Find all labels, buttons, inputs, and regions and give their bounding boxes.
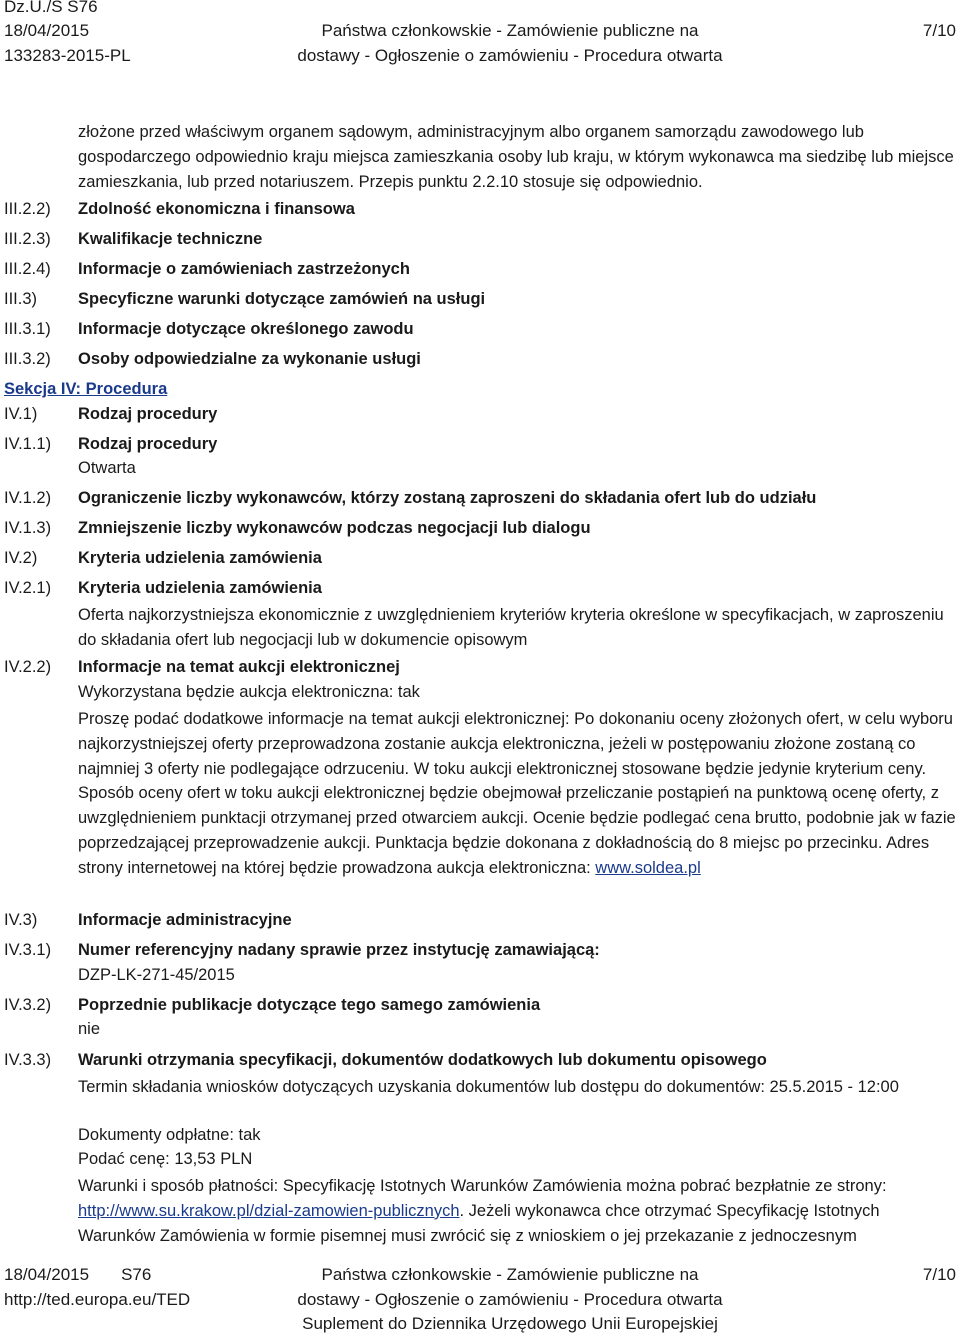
section-title: Kryteria udzielenia zamówienia xyxy=(78,579,322,597)
header-date: 18/04/2015 xyxy=(4,21,90,40)
notice-id: 133283-2015-PL xyxy=(4,46,131,65)
section-number: IV.3.2) xyxy=(4,996,52,1014)
section-number: IV.1.3) xyxy=(4,519,52,537)
e-auction-link[interactable]: www.soldea.pl xyxy=(595,858,701,877)
footer-title-line2: dostawy - Ogłoszenie o zamówieniu - Procedura otwarta xyxy=(297,1290,723,1309)
section-title: Kryteria udzielenia zamówienia xyxy=(78,549,322,567)
e-auction-text: Proszę podać dodatkowe informacje na temat aukcji elektronicznej: Po dokonaniu oceny złożonych ofert, w celu wyboru najkorzystniejszej oferty przeprowadzona zostanie aukcja elektroniczna, jeżeli w postępowaniu złożone zostaną co najmniej 3 oferty nie podlegające odrzuceniu. W toku aukcji elektronicznej stosowane będzie jedynie kryterium ceny. Sposób oceny ofert w toku aukcji elektronicznej będzie obejmował przeliczanie postąpień na punktową ocenę oferty, z uwzględnieniem punktacji otrzymanej przed otwarciem aukcji. Ocenie będzie podlegać cena brutto, podobnie jak w fazie poprzedzającej przeprowadzenie aukcji. Punktacja będzie dokonana z dokładnością do 8 miejsc po przecinku. Adres strony internetowej na której będzie prowadzona aukcja elektroniczna: xyxy=(78,710,956,877)
award-criteria-value: Oferta najkorzystniejsza ekonomicznie z uwzględnieniem kryteriów kryteria określone w specyfikacjach, w zaproszeniu do składania ofert lub negocjacji lub w dokumencie opisowym xyxy=(78,606,944,649)
section-title: Kwalifikacje techniczne xyxy=(78,230,263,248)
section-number: IV.1.2) xyxy=(4,489,52,507)
footer-series: S76 xyxy=(121,1265,152,1284)
section-number: III.3) xyxy=(4,290,38,308)
section-title: Rodzaj procedury xyxy=(78,435,218,453)
section-number: III.2.4) xyxy=(4,260,51,278)
section-number: IV.3.1) xyxy=(4,941,52,959)
section-number: III.3.2) xyxy=(4,350,51,368)
section-number: III.3.1) xyxy=(4,320,51,338)
e-auction-details xyxy=(78,707,956,881)
section-title: Zdolność ekonomiczna i finansowa xyxy=(78,200,355,218)
payment-text-continued: . Jeżeli wykonawca chce otrzymać Specyfikację Istotnych Warunków Zamówienia w formie pisemnej musi zwrócić się z wnioskiem o jej przekazanie z jednoczesnym xyxy=(78,1201,880,1245)
footer-date-value: 18/04/2015 xyxy=(4,1265,90,1284)
payment-text: Warunki i sposób płatności: Specyfikację Istotnych Warunków Zamówienia można pobrać bezpłatnie ze strony: xyxy=(78,1177,887,1195)
footer-date xyxy=(4,1263,151,1287)
section-title: Numer referencyjny nadany sprawie przez instytucję zamawiającą: xyxy=(78,941,600,959)
section-title: Warunki otrzymania specyfikacji, dokumentów dodatkowych lub dokumentu opisowego xyxy=(78,1051,767,1069)
footer-url[interactable]: http://ted.europa.eu/TED xyxy=(4,1290,191,1309)
journal-ref: Dz.U./S S76 xyxy=(4,0,98,16)
section-title: Informacje dotyczące określonego zawodu xyxy=(78,320,414,338)
section-number: III.2.2) xyxy=(4,200,51,218)
procedure-type-value: Otwarta xyxy=(78,459,136,477)
section-title: Informacje o zamówieniach zastrzeżonych xyxy=(78,260,410,278)
header-page-number: 7/10 xyxy=(922,21,956,40)
payment-conditions xyxy=(78,1174,956,1248)
footer-title-line1: Państwa członkowskie - Zamówienie publiczne na xyxy=(321,1265,699,1284)
header-title-line2: dostawy - Ogłoszenie o zamówieniu - Procedura otwarta xyxy=(297,46,723,65)
reference-number-value: DZP-LK-271-45/2015 xyxy=(78,966,235,984)
section-number: IV.2.1) xyxy=(4,579,52,597)
section-number: IV.1) xyxy=(4,405,38,423)
section-title: Osoby odpowiedzialne za wykonanie usługi xyxy=(78,350,421,368)
section-title: Poprzednie publikacje dotyczące tego samego zamówienia xyxy=(78,996,541,1014)
documents-paid: Dokumenty odpłatne: tak xyxy=(78,1126,261,1144)
section-title: Informacje na temat aukcji elektronicznej xyxy=(78,658,400,676)
section-number: IV.3) xyxy=(4,911,38,929)
previous-publications-value: nie xyxy=(78,1020,101,1038)
section-number: IV.2) xyxy=(4,549,38,567)
documents-price: Podać cenę: 13,53 PLN xyxy=(78,1150,253,1168)
section-title: Ograniczenie liczby wykonawców, którzy zostaną zaproszeni do składania ofert lub do udziału xyxy=(78,489,817,507)
intro-paragraph: złożone przed właściwym organem sądowym, administracyjnym albo organem samorządu zawodowego lub gospodarczego odpowiednio kraju miejsca zamieszkania osoby lub kraju, w którym wykonawca ma siedzibę lub miejsce zamieszkania, lub przed notariuszem. Przepis punktu 2.2.10 stosuje się odpowiednio. xyxy=(78,123,954,191)
section-number: IV.1.1) xyxy=(4,435,52,453)
documents-deadline: Termin składania wniosków dotyczących uzyskania dokumentów lub dostępu do dokumentów: 25.5.2015 - 12:00 xyxy=(78,1078,899,1096)
header-title-line1: Państwa członkowskie - Zamówienie publiczne na xyxy=(321,21,699,40)
section-number: IV.2.2) xyxy=(4,658,52,676)
section-title: Zmniejszenie liczby wykonawców podczas negocjacji lub dialogu xyxy=(78,519,591,537)
e-auction-used: Wykorzystana będzie aukcja elektroniczna: tak xyxy=(78,683,420,701)
section-iv-heading: Sekcja IV: Procedura xyxy=(4,380,168,398)
procurement-link[interactable]: http://www.su.krakow.pl/dzial-zamowien-publicznych xyxy=(78,1201,460,1220)
section-title: Specyficzne warunki dotyczące zamówień na usługi xyxy=(78,290,486,308)
section-title: Rodzaj procedury xyxy=(78,405,218,423)
section-title: Informacje administracyjne xyxy=(78,911,292,929)
section-number: III.2.3) xyxy=(4,230,51,248)
section-number: IV.3.3) xyxy=(4,1051,52,1069)
footer-supplement: Suplement do Dziennika Urzędowego Unii Europejskiej xyxy=(302,1314,718,1333)
footer-page-number: 7/10 xyxy=(922,1265,956,1284)
